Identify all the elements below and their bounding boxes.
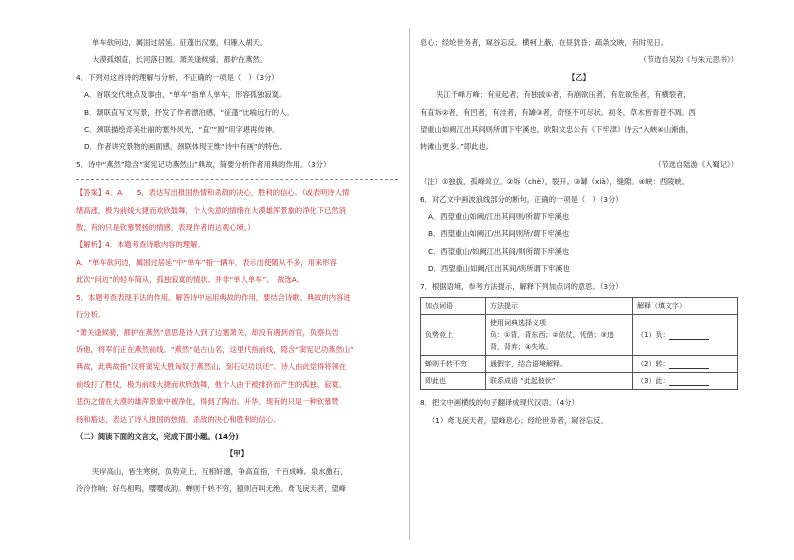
table-row xyxy=(421,315,738,356)
table-cell-answer[interactable] xyxy=(633,373,738,390)
q4-option-c: C．颈联描绘奇美壮丽的塞外风光，“直”“圆”用字堪再传神。 xyxy=(84,125,280,135)
column-divider xyxy=(409,28,410,540)
passage-yi-label: 【乙】 xyxy=(568,72,590,82)
hint-line: 通假字，结合语境解释。 xyxy=(490,360,567,369)
analysis-line: 扬和豁达，表达了诗人报国的热情、杀敌的决心和胜利的信心。 xyxy=(76,414,281,424)
hint-line: 负：①背，背东西；②依仗，凭借；③违 xyxy=(490,331,614,340)
q6-option-a: A．西望重山如阙/江出其间则/所谓下牢溪也 xyxy=(428,212,570,222)
hint-line: 背，背弃；④失败。 xyxy=(490,343,553,352)
passage-yi-line: 有直坼②者，有凹者，有洼者，有罅③者，奇怪不可尽状。初冬，草木皆青苍不凋。西 xyxy=(420,107,696,117)
right-column xyxy=(420,34,738,429)
analysis-line: 前线打了胜仗，极为前线大捷而欢欣鼓舞，他个人由于被排挤而产生的孤独、寂寞、 xyxy=(76,379,346,389)
q4-option-b: B．颔联直写文写景，抒发了作者漂泊感，“征蓬”比喻远行的人。 xyxy=(84,107,294,117)
passage-jia-line: 夹岸高山，皆生寒树，负势竞上，互相轩邈，争高直指，千百成峰。泉水激石， xyxy=(92,466,348,476)
q4-option-d: D．作者讲究景物的画面感，颈联体现王维“诗中有画”的特色。 xyxy=(84,142,287,152)
table-header: 加点词语 xyxy=(421,298,486,315)
answer-blank[interactable] xyxy=(669,377,709,386)
q7-table xyxy=(420,297,738,390)
answer-line: 散，有的只是钦慕赞扬的情感，表现作者的达观心境。） xyxy=(76,223,255,233)
table-header: 方法提示 xyxy=(486,298,633,315)
table-cell-answer[interactable] xyxy=(633,356,738,373)
answer-line: 绪高涨，极为前线大捷而欢欣鼓舞，个人失意的情绪在大漠雄浑景象的净化下已然消 xyxy=(76,205,346,215)
question-6-stem: 6．对乙文中画波浪线部分的断句，正确的一项是（ ）（3分） xyxy=(420,194,623,204)
analysis-line: “萧关逢候骑，都护在燕然”意思是诗人到了边塞萧关，却没有遇到首官，负察兵告 xyxy=(76,327,339,337)
table-row xyxy=(421,356,738,373)
poem-line: 单车欲问边，属国过居延。征蓬出汉塞，归雁入胡天。 xyxy=(92,38,268,47)
table-cell-hint xyxy=(486,315,633,356)
table-row xyxy=(421,373,738,390)
q8-item-1: （1）鸢飞戾天者，望峰息心；经纶世务者，窥谷忘反。 xyxy=(428,415,608,425)
answer-line: 【答案】4．A 5．表达写出报国热情和杀敌的决心，胜利的信心。（或表明诗人情 xyxy=(76,188,350,198)
annotation-notes: （注）①独拔，孤峰耸立。②坼（chè），裂开。③罅（xià），缝隙。④峡：西陵峡。 xyxy=(420,177,690,187)
passage-yi-line: 转滩山更多。”即此也。 xyxy=(420,142,494,152)
answer-label: （1）负： xyxy=(637,331,670,340)
question-4-stem: 4．下列对这首诗的理解与分析，不正确的一项是（ ）（3分） xyxy=(76,72,279,82)
table-cell-word: 蝉则千转不穷 xyxy=(421,356,486,373)
answer-label: （3）此： xyxy=(637,377,670,386)
answer-separator xyxy=(76,179,398,180)
left-column xyxy=(76,34,398,498)
answer-blank[interactable] xyxy=(669,360,709,369)
q4-option-a: A．首联交代地点及事由，“单车”指单人单车，形容孤独寂寞。 xyxy=(84,90,287,100)
analysis-line: 行分析。 xyxy=(76,310,106,320)
table-header-row xyxy=(421,298,738,315)
analysis-line: 此次“问边”的轻车简从，孤独寂寞的情状。并非“单人单车”。 故选A。 xyxy=(76,275,305,285)
table-cell-hint xyxy=(486,373,633,390)
passage-jia-label: 【甲】 xyxy=(226,449,248,459)
table-cell-word: 即此也 xyxy=(421,373,486,390)
passage-jia-source: （节选自吴均《与朱元思书》） xyxy=(639,55,738,65)
hint-line: 联系成语 “此起彼伏” xyxy=(490,377,556,386)
section-2-heading: （二）阅读下面的文言文，完成下面小题。(14分) xyxy=(76,431,239,441)
analysis-title: 【解析】4．本题考查诗歌内容的理解。 xyxy=(76,240,205,250)
hint-line: 使用词典选择义项 xyxy=(490,319,546,328)
table-cell-answer[interactable] xyxy=(633,315,738,356)
passage-jia-line: 泠泠作响；好鸟相鸣，嘤嘤成韵。蝉则千转不穷，猿则百叫无绝。鸢飞戾天者，望峰 xyxy=(76,484,346,494)
analysis-line: 悲伤之情在大漠的雄浑景象中被净化，得到了陶冶、升华。现有的只是一种钦慕赞 xyxy=(76,397,339,407)
analysis-line: A．“单车欲问边，属国过居延”中“单车”指一辆车，表示出使随从不多，用来形容 xyxy=(76,257,337,267)
analysis-line: 5．本题考查表现手法的作用。解答诗中运用典故的作用，要结合诗歌、典故的内容进 xyxy=(76,292,351,302)
question-7-stem: 7．根据语境，参考方法提示，解释下列加点词的意思。（3分） xyxy=(420,281,623,291)
passage-yi-source: （节选自陆游《入蜀记》） xyxy=(654,159,738,169)
table-cell-word: 负势竞上 xyxy=(421,315,486,356)
q6-option-d: D．西望重山如阙/江出其间/则所谓下牢溪也 xyxy=(428,264,570,274)
answer-blank[interactable] xyxy=(669,331,709,340)
analysis-line: 诉他，将军们正在燕然前线。“燕然”是古山名，这里代指前线，隐含“窦宪记功燕然山” xyxy=(76,344,354,354)
passage-yi-line: 望重山如阙江出其间则所谓下牢溪也。欧阳文忠公有《下牢津》诗云“入峡④山渐曲， xyxy=(420,125,694,135)
table-cell-hint xyxy=(486,356,633,373)
poem-line: 大漠孤烟直，长河落日圆。萧关逢候骑，都护在燕然。 xyxy=(92,55,268,65)
question-5-stem: 5．诗中“燕然”隐含“窦宪记功燕然山”典故，简要分析作者用典的作用。（3分） xyxy=(76,159,331,169)
passage-yi-line: 夹江千峰万峰：有竞起者，有独拔①者，有崩欲压者，有危欲坠者，有横裂者， xyxy=(436,90,691,100)
question-8-stem: 8．把文中画横线的句子翻译成现代汉语。（4分） xyxy=(420,398,579,408)
analysis-line: 典故，此典故指“汉将窦宪大胜匈奴于燕然山，刻石记功以还”。诗人由此觉得将领在 xyxy=(76,362,347,372)
table-header: 解释（填文字） xyxy=(633,298,738,315)
passage-jia-continued: 息心；经纶世务者，窥谷忘反。横柯上蔽，在昼犹昏；疏条交映，有时见日。 xyxy=(420,38,669,47)
q6-option-b: B．西望重山如阙江/出其间则所/谓下牢溪也 xyxy=(428,229,570,239)
answer-label: （2）转： xyxy=(637,360,670,369)
q6-option-c: C．西望重山/如阙江出其间/则所谓下牢溪也 xyxy=(428,246,570,256)
